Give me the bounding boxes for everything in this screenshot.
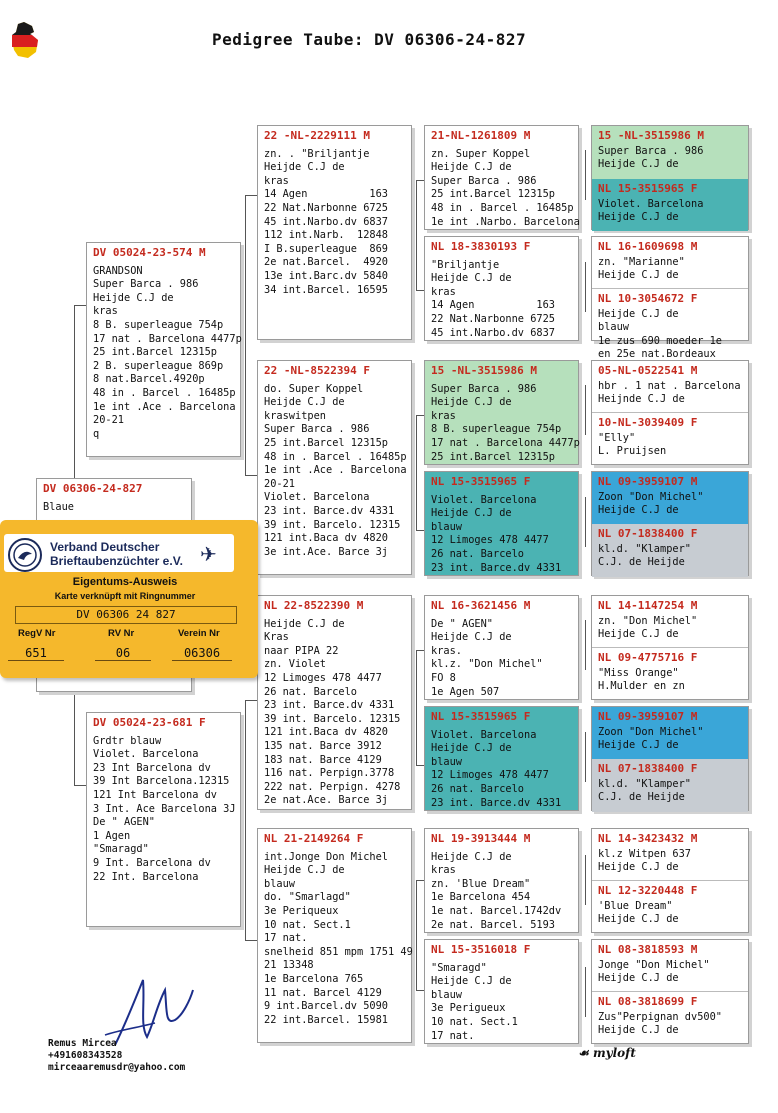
gen4-entry[interactable] bbox=[592, 237, 748, 289]
germany-flag-icon bbox=[10, 22, 40, 58]
gen4-body: Super Barca . 986 Heijde C.J de bbox=[598, 144, 704, 171]
gen4-body: Jonge "Don Michel" Heijde C.J de bbox=[598, 958, 710, 985]
connector-line bbox=[585, 497, 586, 547]
great-grandparent-body: Violet. Barcelona Heijde C.J de blauw 12 Limoges 478 4477 26 nat. Barcelo 23 int. Barce.dv 4331 bbox=[431, 493, 562, 574]
father-ring: DV 05024-23-574 M bbox=[93, 246, 206, 259]
org-line1: Verband Deutscher bbox=[50, 540, 160, 554]
great-grandparent-ring: NL 18-3830193 F bbox=[431, 240, 531, 253]
gen4-ring: NL 09-3959107 M bbox=[598, 475, 698, 488]
gen4-ring: 10-NL-3039409 F bbox=[598, 416, 698, 429]
gen4-entry[interactable] bbox=[592, 759, 748, 812]
great-grandparent-ring: 21-NL-1261809 M bbox=[431, 129, 531, 142]
great-grandparent-body: Violet. Barcelona Heijde C.J de blauw 12 Limoges 478 4477 26 nat. Barcelo 23 int. Barce.dv 4331 bbox=[431, 728, 562, 809]
connector-line bbox=[245, 195, 246, 475]
card-title: Eigentums-Ausweis bbox=[72, 576, 178, 588]
great-grandparent-body: Heijde C.J de kras zn. 'Blue Dream" 1e Barcelona 454 1e nat. Barcel.1742dv 2e nat. Barcel. 5193 bbox=[431, 850, 562, 931]
connector-line bbox=[74, 785, 86, 786]
gen4-entry[interactable] bbox=[592, 472, 748, 524]
connector-line bbox=[585, 620, 586, 670]
gen4-body: hbr . 1 nat . Barcelona Heijnde C.J de bbox=[598, 379, 741, 406]
verein-label: Verein Nr bbox=[178, 628, 220, 639]
contact-name: Remus Mircea bbox=[48, 1038, 117, 1049]
gen4-entry[interactable] bbox=[592, 992, 748, 1045]
connector-line bbox=[245, 700, 246, 940]
gen4-body: kl.d. "Klamper" C.J. de Heijde bbox=[598, 777, 691, 804]
grandparent-card[interactable] bbox=[257, 360, 412, 575]
grandparent-ring: NL 21-2149264 F bbox=[264, 832, 364, 845]
connector-line bbox=[416, 650, 424, 651]
contact-phone: +491608343528 bbox=[48, 1050, 123, 1061]
gen4-entry[interactable] bbox=[592, 126, 748, 179]
gen4-entry[interactable] bbox=[592, 707, 748, 759]
great-grandparent-card[interactable] bbox=[424, 360, 579, 465]
grandparent-card[interactable] bbox=[257, 828, 412, 1043]
verein-value: 06306 bbox=[172, 646, 232, 661]
rv-value: 06 bbox=[95, 646, 151, 661]
rv-label: RV Nr bbox=[108, 628, 135, 639]
gen4-ring: NL 07-1838400 F bbox=[598, 527, 698, 540]
grandparent-ring: 22 -NL-2229111 M bbox=[264, 129, 370, 142]
connector-line bbox=[416, 415, 424, 416]
grandparent-card[interactable] bbox=[257, 125, 412, 340]
gen4-body: "Elly" L. Pruijsen bbox=[598, 431, 667, 458]
grandparent-body: int.Jonge Don Michel Heijde C.J de blauw do. "Smarlagd" 3e Periqueux 10 nat. Sect.1 17 nat. snelheid 851 mpm 1751 49 21 13348 1e Barcelona 765 11 nat. Barcel 4129 9 int.Barcel.dv 5090 22 int.Barcel. 15981 bbox=[264, 850, 413, 1026]
gen4-ring: NL 07-1838400 F bbox=[598, 762, 698, 775]
gen4-body: Zoon "Don Michel" Heijde C.J de bbox=[598, 490, 704, 517]
connector-line bbox=[245, 940, 257, 941]
great-grandparent-card[interactable] bbox=[424, 471, 579, 576]
great-grandparent-card[interactable] bbox=[424, 236, 579, 341]
grandparent-ring: NL 22-8522390 M bbox=[264, 599, 364, 612]
great-grandparent-body: zn. Super Koppel Heijde C.J de Super Barca . 986 25 int.Barcel 12315p 48 in . Barcel . 16485p 1e int .Narbo. Barcelona bbox=[431, 147, 580, 228]
ownership-card bbox=[0, 520, 258, 678]
great-grandparent-body: Super Barca . 986 Heijde C.J de kras 8 B. superleague 754p 17 nat . Barcelona 4477p 25 int.Barcel 12315p bbox=[431, 382, 580, 463]
gen4-body: kl.d. "Klamper" C.J. de Heijde bbox=[598, 542, 691, 569]
card-ring-number: DV 06306 24 827 bbox=[15, 606, 237, 624]
gen4-entry[interactable] bbox=[592, 596, 748, 648]
gen4-box[interactable] bbox=[591, 236, 749, 361]
grandparent-ring: 22 -NL-8522394 F bbox=[264, 364, 370, 377]
connector-line bbox=[416, 290, 424, 291]
gen4-body: 'Blue Dream" Heijde C.J de bbox=[598, 899, 679, 926]
gen4-body: Zoon "Don Michel" Heijde C.J de bbox=[598, 725, 704, 752]
connector-line bbox=[245, 475, 257, 476]
gen4-box[interactable] bbox=[591, 595, 749, 700]
gen4-body: zn. "Marianne" Heijde C.J de bbox=[598, 255, 685, 282]
mother-card[interactable] bbox=[86, 712, 241, 927]
gen4-ring: NL 09-3959107 M bbox=[598, 710, 698, 723]
gen4-body: zn. "Don Michel" Heijde C.J de bbox=[598, 614, 698, 641]
connector-line bbox=[585, 262, 586, 312]
father-card[interactable] bbox=[86, 242, 241, 457]
gen4-ring: NL 14-3423432 M bbox=[598, 832, 698, 845]
contact-email: mirceaaremusdr@yahoo.com bbox=[48, 1062, 186, 1073]
connector-line bbox=[416, 880, 424, 881]
great-grandparent-card[interactable] bbox=[424, 706, 579, 811]
connector-line bbox=[74, 305, 75, 480]
gen4-ring: NL 15-3515965 F bbox=[598, 182, 698, 195]
great-grandparent-body: De " AGEN" Heijde C.J de kras. kl.z. "Don Michel" FO 8 1e Agen 507 bbox=[431, 617, 543, 698]
connector-line bbox=[416, 650, 417, 765]
great-grandparent-card[interactable] bbox=[424, 828, 579, 933]
connector-line bbox=[585, 385, 586, 435]
great-grandparent-ring: NL 16-3621456 M bbox=[431, 599, 531, 612]
gen4-body: Violet. Barcelona Heijde C.J de bbox=[598, 197, 704, 224]
connector-line bbox=[585, 855, 586, 905]
gen4-ring: 05-NL-0522541 M bbox=[598, 364, 698, 377]
gen4-box[interactable] bbox=[591, 360, 749, 465]
grandparent-card[interactable] bbox=[257, 595, 412, 810]
mother-ring: DV 05024-23-681 F bbox=[93, 716, 206, 729]
gen4-entry[interactable] bbox=[592, 524, 748, 577]
gen4-entry[interactable] bbox=[592, 940, 748, 992]
gen4-body: Heijde C.J de blauw 1e zus 690 moeder 1e en 25e nat.Bordeaux bbox=[598, 307, 722, 361]
connector-line bbox=[416, 180, 417, 290]
card-subtitle: Karte verknüpft mit Ringnummer bbox=[54, 591, 196, 601]
myloft-icon: ☙ bbox=[578, 1046, 593, 1060]
connector-line bbox=[585, 732, 586, 782]
connector-line bbox=[416, 880, 417, 990]
page-title: Pedigree Taube: DV 06306-24-827 bbox=[212, 30, 527, 49]
connector-line bbox=[74, 305, 86, 306]
great-grandparent-ring: NL 15-3515965 F bbox=[431, 475, 531, 488]
connector-line bbox=[416, 180, 424, 181]
gen4-entry[interactable] bbox=[592, 361, 748, 413]
gen4-ring: 15 -NL-3515986 M bbox=[598, 129, 704, 142]
regv-label: RegV Nr bbox=[18, 628, 56, 639]
grandparent-body: Heijde C.J de Kras naar PIPA 22 zn. Violet 12 Limoges 478 4477 26 nat. Barcelo 23 int. Barce.dv 4331 39 int. Barcelo. 12315 121 int.Baca dv 4820 135 nat. Barce 3912 183 nat. Barce 4129 116 nat. Perpign.3778 222 nat. Perpign. 4278 2e nat.Ace. Barce 3j bbox=[264, 617, 401, 807]
gen4-ring: NL 09-4775716 F bbox=[598, 651, 698, 664]
connector-line bbox=[416, 530, 424, 531]
pigeon-icon: ✈ bbox=[200, 544, 217, 566]
gen4-body: kl.z Witpen 637 Heijde C.J de bbox=[598, 847, 691, 874]
connector-line bbox=[245, 195, 257, 196]
gen4-entry[interactable] bbox=[592, 413, 748, 466]
gen4-entry[interactable] bbox=[592, 829, 748, 881]
gen4-entry[interactable] bbox=[592, 881, 748, 934]
myloft-brand bbox=[578, 1046, 636, 1060]
great-grandparent-card[interactable] bbox=[424, 595, 579, 700]
gen4-box[interactable] bbox=[591, 706, 749, 811]
gen4-entry[interactable] bbox=[592, 179, 748, 231]
grandparent-body: do. Super Koppel Heijde C.J de kraswitpen Super Barca . 986 25 int.Barcel 12315p 48 in . Barcel . 16485p 1e int .Ace . Barcelona 20-21 Violet. Barcelona 23 int. Barce.dv 4331 39 int. Barcelo. 12315 121 int.Baca dv 4820 3e int.Ace. Barce 3j bbox=[264, 382, 407, 558]
grandparent-body: zn. . "Briljantje Heijde C.J de kras 14 Agen 163 22 Nat.Narbonne 6725 45 int.Narbo.dv 6837 112 int.Narb. 12848 I B.superleague 869 2e nat.Barcel. 4920 13e int.Barc.dv 5840 34 int.Barcel. 16595 bbox=[264, 147, 388, 296]
connector-line bbox=[416, 765, 424, 766]
gen4-ring: NL 16-1609698 M bbox=[598, 240, 698, 253]
gen4-body: Zus"Perpignan dv500" Heijde C.J de bbox=[598, 1010, 722, 1037]
great-grandparent-body: "Smaragd" Heijde C.J de blauw 3e Perigueux 10 nat. Sect.1 17 nat. bbox=[431, 961, 518, 1042]
great-grandparent-ring: NL 15-3515965 F bbox=[431, 710, 531, 723]
subject-ring: DV 06306-24-827 bbox=[43, 482, 143, 495]
breeder-contact bbox=[48, 1038, 185, 1074]
gen4-box[interactable] bbox=[591, 125, 749, 230]
great-grandparent-ring: 15 -NL-3515986 M bbox=[431, 364, 537, 377]
gen4-ring: NL 14-1147254 M bbox=[598, 599, 698, 612]
great-grandparent-body: "Briljantje Heijde C.J de kras 14 Agen 163 22 Nat.Narbonne 6725 45 int.Narbo.dv 6837 bbox=[431, 258, 555, 339]
mother-body: Grdtr blauw Violet. Barcelona 23 Int Barcelona dv 39 Int Barcelona.12315 121 Int Barcelona dv 3 Int. Ace Barcelona 3J De " AGEN" 1 Agen "Smaragd" 9 Int. Barcelona dv 22 Int. Barcelona bbox=[93, 734, 236, 883]
subject-body: Blaue bbox=[43, 500, 74, 513]
gen4-box[interactable] bbox=[591, 471, 749, 576]
gen4-entry[interactable] bbox=[592, 289, 748, 361]
great-grandparent-card[interactable] bbox=[424, 939, 579, 1044]
great-grandparent-ring: NL 15-3516018 F bbox=[431, 943, 531, 956]
gen4-box[interactable] bbox=[591, 939, 749, 1044]
gen4-ring: NL 10-3054672 F bbox=[598, 292, 698, 305]
gen4-ring: NL 12-3220448 F bbox=[598, 884, 698, 897]
vdb-logo-icon bbox=[8, 538, 42, 572]
connector-line bbox=[245, 700, 257, 701]
regv-value: 651 bbox=[8, 646, 64, 661]
great-grandparent-ring: NL 19-3913444 M bbox=[431, 832, 531, 845]
great-grandparent-card[interactable] bbox=[424, 125, 579, 230]
gen4-body: "Miss Orange" H.Mulder en zn bbox=[598, 666, 685, 693]
org-name bbox=[50, 540, 183, 568]
gen4-ring: NL 08-3818593 M bbox=[598, 943, 698, 956]
gen4-box[interactable] bbox=[591, 828, 749, 933]
connector-line bbox=[416, 990, 424, 991]
connector-line bbox=[74, 690, 75, 785]
connector-line bbox=[585, 150, 586, 200]
gen4-ring: NL 08-3818699 F bbox=[598, 995, 698, 1008]
org-line2: Brieftaubenzüchter e.V. bbox=[50, 554, 183, 568]
connector-line bbox=[585, 967, 586, 1017]
father-body: GRANDSON Super Barca . 986 Heijde C.J de kras 8 B. superleague 754p 17 nat . Barcelona 4477p 25 int.Barcel 12315p 2 B. superleague 869p 8 nat.Barcel.4920p 48 in . Barcel . 16485p 1e int .Ace . Barcelona 20-21 q bbox=[93, 264, 242, 440]
gen4-entry[interactable] bbox=[592, 648, 748, 701]
myloft-text: myloft bbox=[592, 1046, 636, 1060]
connector-line bbox=[416, 415, 417, 530]
